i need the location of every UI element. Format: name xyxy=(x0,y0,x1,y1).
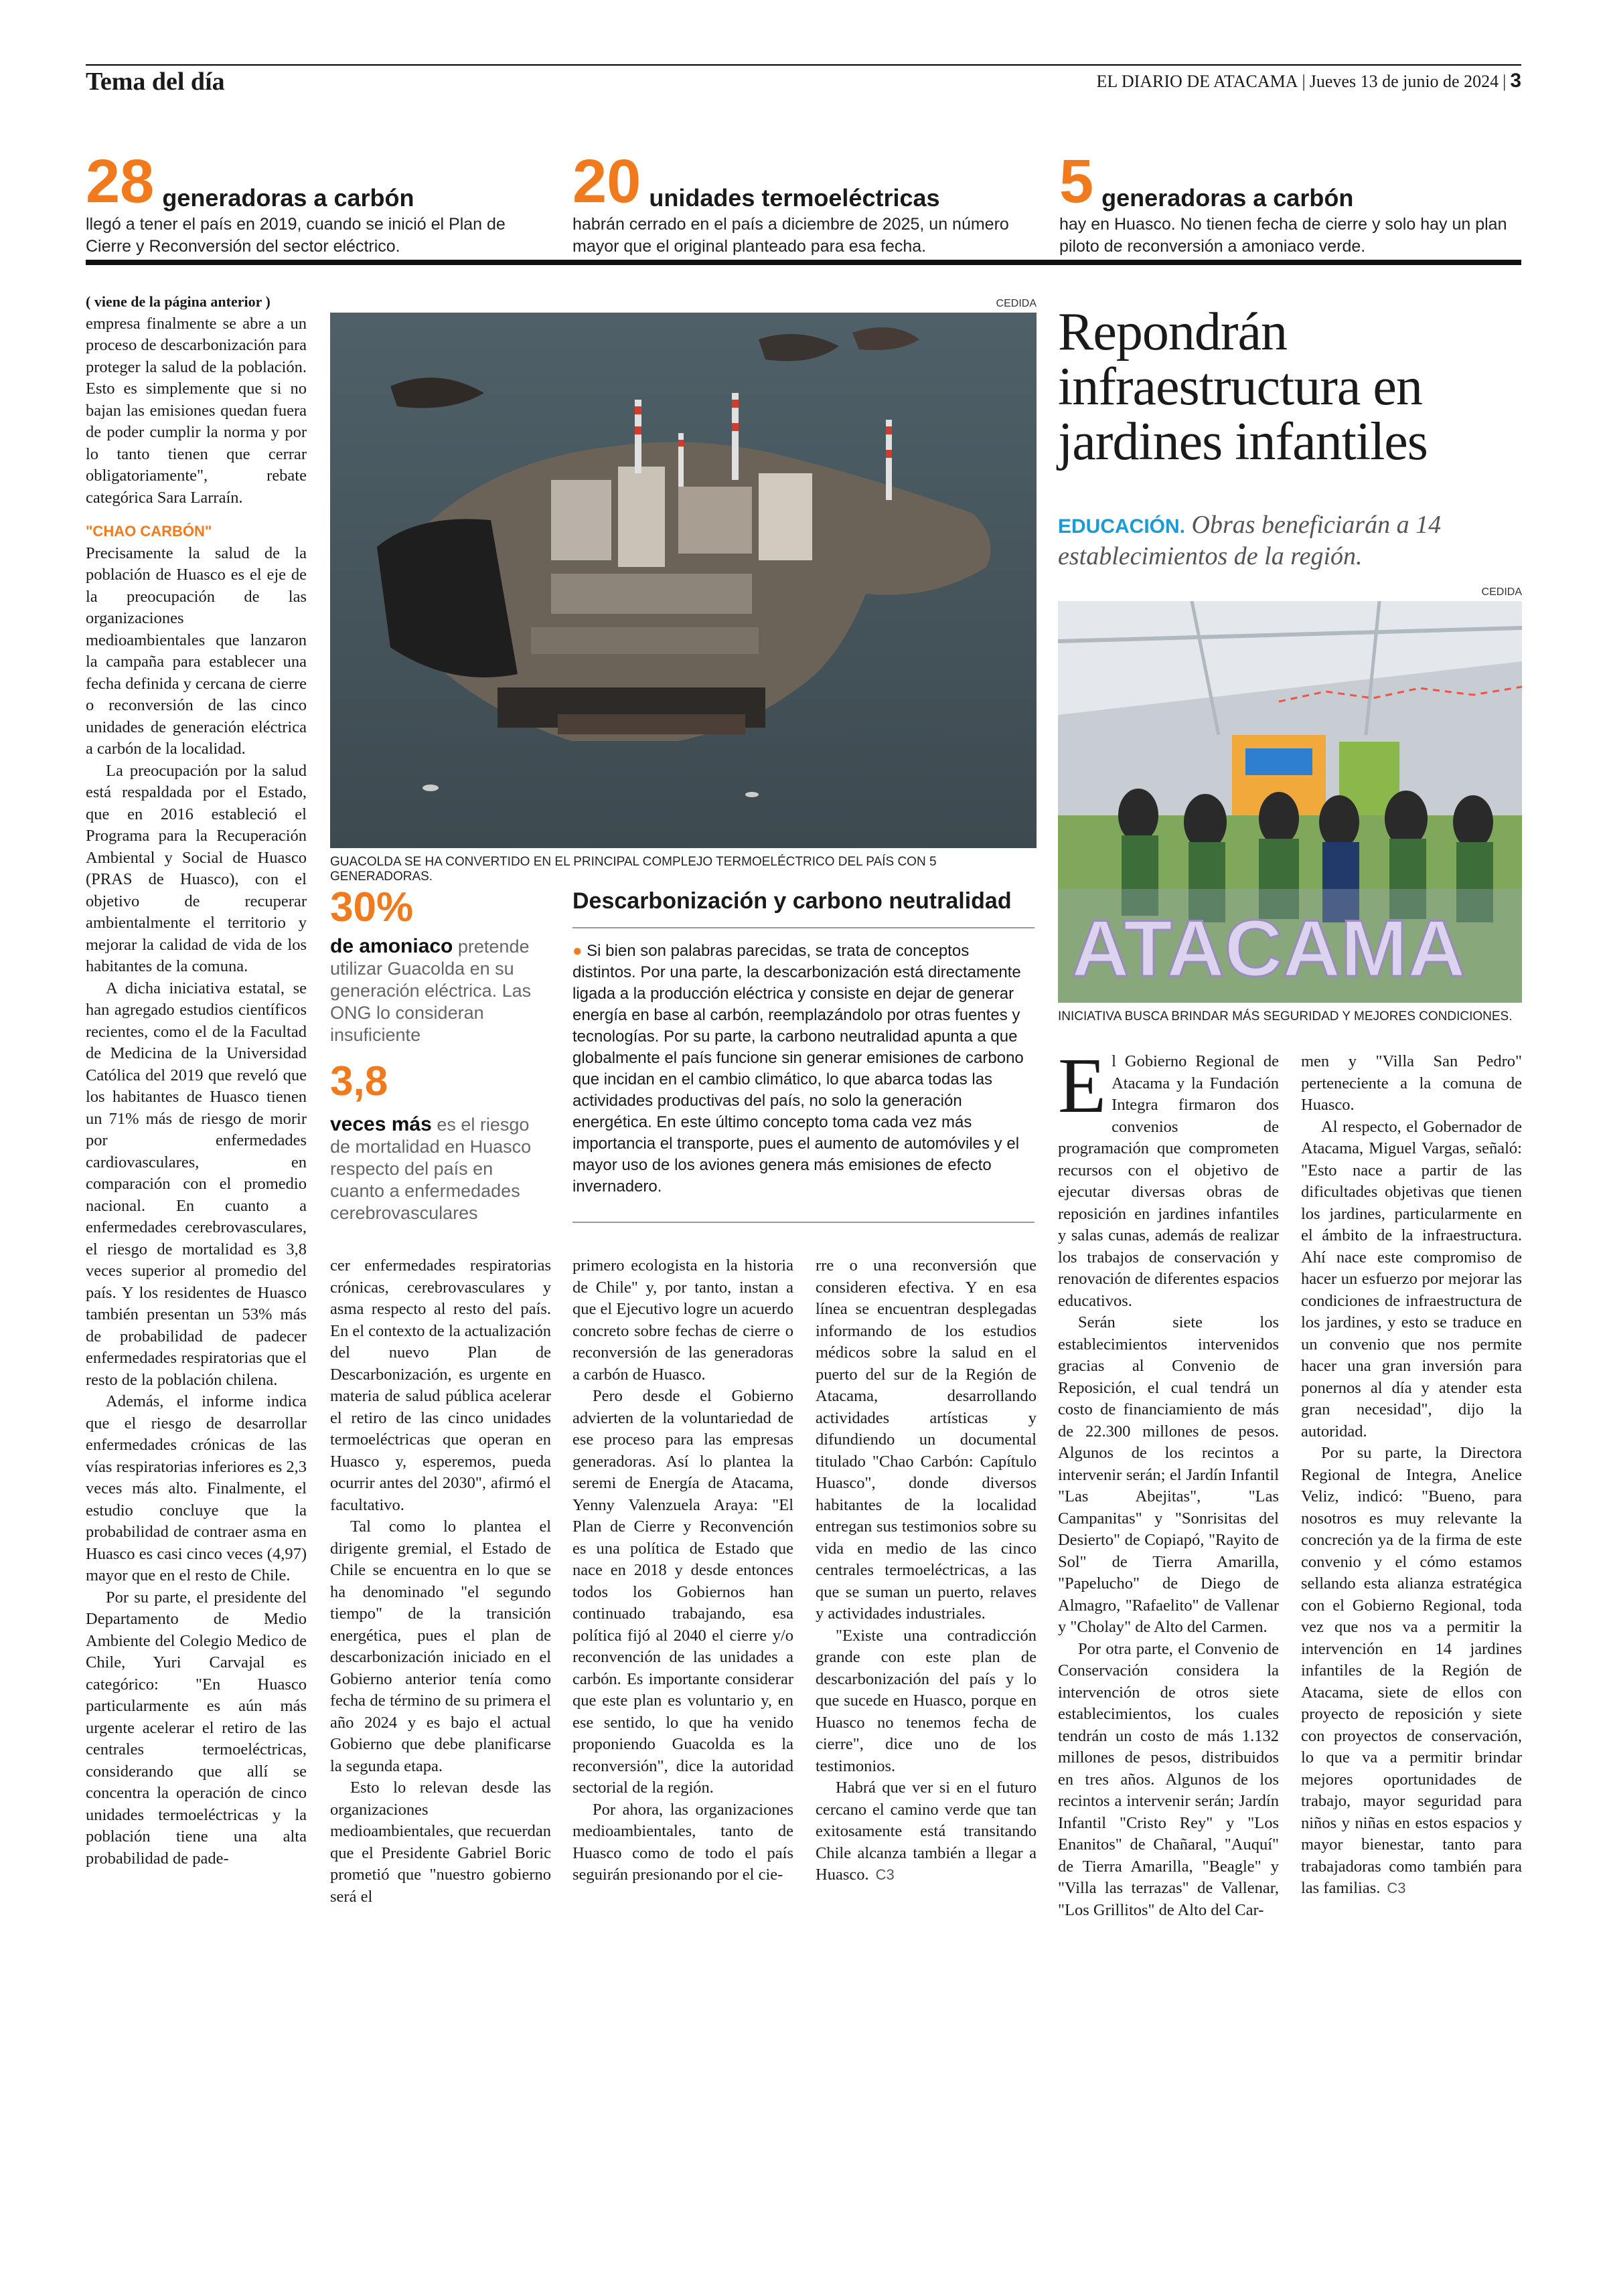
paragraph: Al respecto, el Gobernador de Atacama, Miguel Vargas, señaló: "Esto nace a partir de las dificultades objetivas que tienen los jardines, particularmente en el ámbito de la infraestructura. Ahí nace este compromiso de hacer un esfuerzo por mejorar las condiciones de infraestructura de los jardines, y esto se traduce en un convenio que nos permite hacer una gran inversión para ponernos al día y atender esta gran necesidad", dijo la autoridad. xyxy=(1301,1117,1522,1441)
paragraph: Pero desde el Gobierno advierten de la voluntariedad de ese proceso para las empresas generadoras. Así lo plantea la seremi de Energía de Atacama, Yenny Valenzuela Araya: "El Plan de Cierre y Reconvención es una política de Estado que nace en 2018 y desde entonces todos los Gobiernos han continuado trabajando, esa política fijó al 2040 el cierre y/o reconvención de las unidades a carbón. Es importante considerar que este plan es voluntario y, en ese sentido, lo que ha venido proponiendo Guacolda es la reconversión", dice la autoridad sectorial de la región. xyxy=(572,1387,793,1797)
stat-number: 5 xyxy=(1059,147,1094,216)
article-column-4 xyxy=(816,1255,1037,1886)
stat-label: unidades termoeléctricas xyxy=(649,184,940,212)
article-deck xyxy=(1058,510,1527,571)
box-rule xyxy=(572,927,1035,928)
kpi-bold: veces más xyxy=(330,1113,432,1135)
article-column-1 xyxy=(86,291,307,1870)
deck-text: Obras beneficiarán a 14 establecimientos de la región. xyxy=(1058,511,1442,570)
masthead-info: EL DIARIO DE ATACAMA | Jueves 13 de junio de 2024 | 3 xyxy=(1096,70,1521,92)
paragraph: Tal como lo plantea el dirigente gremial, el Estado de Chile se encuentra en lo que se ha denominado "el segundo tiempo" de la transición energética, pues el plan de descarbonización iniciado en el Gobierno anterior tenía como fecha de término de su primera el año 2024 y es bajo el actual Gobierno que debe planificarse la segunda etapa. xyxy=(330,1518,551,1775)
paragraph-text: l Gobierno Regional de Atacama y la Fundación Integra firmaron dos convenios de programación que comprometen recursos con el objetivo de ejecutar diversas obras de reposición en jardines infantiles y salas cunas, además de realizar los trabajos de conservación y renovación de diferentes espacios educativos. xyxy=(1058,1052,1279,1310)
paragraph xyxy=(816,1777,1037,1886)
photo-caption: GUACOLDA SE HA CONVERTIDO EN EL PRINCIPAL COMPLEJO TERMOELÉCTRICO DEL PAÍS CON 5 GENERADORAS. xyxy=(330,855,937,884)
end-mark: C3 xyxy=(875,1866,895,1883)
stat-text: habrán cerrado en el país a diciembre de 2025, un número mayor que el original planteado para esa fecha. xyxy=(572,215,1009,256)
paragraph: Precisamente la salud de la población de Huasco es el eje de la preocupación de las organizaciones medioambientales que lanzaron la campaña para establecer una fecha definida y cercana de cierre o reconversión de las cinco unidades de generación eléctrica a carbón de la localidad. xyxy=(86,544,307,758)
stat-number: 20 xyxy=(572,147,641,216)
article-column-3 xyxy=(572,1255,793,1886)
stat-block xyxy=(1059,147,1528,258)
kpi-number: 30% xyxy=(330,884,414,930)
kpi-desc: pretende utilizar Guacolda en su generación eléctrica. Las ONG lo consideran insuficiente xyxy=(330,936,532,1045)
header-rule xyxy=(86,64,1521,66)
kindergarten-photo-illustration xyxy=(1058,601,1522,1003)
box-body: Si bien son palabras parecidas, se trata de conceptos distintos. Por una parte, la descarbonización está directamente ligada a la producción eléctrica y consiste en dejar de generar energía en base al carbón, reemplazándolo por otras fuentes y tecnologías. Por su parte, la carbono neutralidad apunta a que globalmente el país funcione sin generar emisiones de carbono que incidan en el cambio climático, lo que abarca todas las actividades productivas del país, no solo la generación energética. En este último concepto toma cada vez más importancia el transporte, pues el aumento de automóviles y el mayor uso de los aviones genera más emisiones de efecto invernadero. xyxy=(572,942,1024,1196)
article-headline: Repondrán infraestructura en jardines infantiles xyxy=(1058,303,1428,471)
photo-caption: INICIATIVA BUSCA BRINDAR MÁS SEGURIDAD Y MEJORES CONDICIONES. xyxy=(1058,1009,1513,1023)
box-rule xyxy=(572,1222,1035,1223)
box-title: Descarbonización y carbono neutralidad xyxy=(572,888,1012,914)
stat-label: generadoras a carbón xyxy=(162,184,414,212)
kpi-number: 3,8 xyxy=(330,1058,388,1104)
paragraph: Por su parte, el presidente del Departamento de Medio Ambiente del Colegio Medico de Chile, Yuri Carvajal es categórico: "En Huasco particularmente es aún más urgente acelerar el retiro de las centrales termoeléctricas, considerando que allí se concentra la operación de cinco unidades termoeléctricas y la población tiene una alta probabilidad de pade- xyxy=(86,1588,307,1868)
paragraph xyxy=(1301,1443,1522,1900)
paper-name: EL DIARIO DE ATACAMA xyxy=(1096,72,1298,91)
kindergarten-photo xyxy=(1058,601,1522,1003)
issue-date: Jueves 13 de junio de 2024 xyxy=(1309,72,1499,91)
drop-cap: E xyxy=(1058,1042,1107,1129)
paragraph-text: Por su parte, la Directora Regional de Integra, Anelice Veliz, indicó: "Bueno, para nosotros es muy relevante la concreción ya de la firma de este convenio y el cómo estamos sellando esta alianza estratégica con el Gobierno Regional, toda vez que nos va a permitir la intervención en 14 jardines infantiles de la Región de Atacama, siete de ellos con proyecto de reposición y siete con proyectos de conservación, lo que va a permitir brindar mejores oportunidades de trabajo, mayor seguridad para niños y niñas en estos espacios y mayor bienestar, tanto para trabajadoras como también para las familias. xyxy=(1301,1444,1522,1897)
continued-from-label: ( viene de la página anterior ) xyxy=(86,293,271,310)
article2-column-1 xyxy=(1058,1042,1279,1921)
paragraph: "Existe una contradicción grande con este plan de descarbonización del país y lo que sucede en Huasco, porque en Huasco no tenemos fecha de cierre", dice uno de los testimonios. xyxy=(816,1626,1037,1775)
stat-text: hay en Huasco. No tienen fecha de cierre y solo hay un plan piloto de reconversión a amoniaco verde. xyxy=(1059,215,1507,256)
photo-credit: CEDIDA xyxy=(1481,586,1522,598)
stats-divider xyxy=(86,260,1521,265)
paragraph: Por otra parte, el Convenio de Conservación considera la intervención de otros siete establecimientos, los cuales tendrán un costo de más 1.132 millones de pesos, distribuidos en tres años. Algunos de los recintos a intervenir serán; Jardín Infantil "Cristo Rey" y "Los Enanitos" de Chañaral, "Auquí" de Tierra Amarilla, "Beagle" y "Villa las terrazas" de Vallenar, "Los Grillitos" de Alto del Car- xyxy=(1058,1639,1279,1919)
subheading: "CHAO CARBÓN" xyxy=(86,523,212,540)
paragraph: Además, el informe indica que el riesgo de desarrollar enfermedades crónicas de las vías respiratorias inferiores es 2,3 veces más alto. Finalmente, el estudio concluye que la probabilidad de contraer asma en Huasco es casi cinco veces (4,97) mayor que en el resto de Chile. xyxy=(86,1392,307,1584)
paragraph: rre o una reconversión que consideren efectiva. Y en esa línea se encuentran desplegadas informando de los estudios médicos sobre la salud en el puerto del sur de la Región de Atacama, desarrollando actividades artísticas y difundiendo un documental titulado "Chao Carbón: Capítulo Huasco", donde diversos habitantes de la localidad entregan sus testimonios sobre su vida en medio de las cinco centrales termoeléctricas, a las que se suman un puerto, relaves y actividades industriales. xyxy=(816,1256,1037,1623)
stat-label: generadoras a carbón xyxy=(1101,184,1354,212)
kpi-text xyxy=(330,935,544,1046)
paragraph-text: Habrá que ver si en el futuro cercano el camino verde que tan exitosamente está transitando Chile alcanza también a llegar a Huasco. xyxy=(816,1779,1037,1884)
paragraph xyxy=(1058,1042,1279,1312)
article2-column-2 xyxy=(1301,1051,1522,1900)
guacolda-aerial-photo xyxy=(330,313,1037,848)
aerial-photo-illustration xyxy=(330,313,1037,848)
paragraph: cer enfermedades respiratorias crónicas, cerebrovasculares y asma respecto al resto del país. En el contexto de la actualización del nuevo Plan de Descarbonización, es urgente en materia de salud pública acelerar el retiro de las cinco unidades termoeléctricas que operan en Huasco y, esperemos, pueda ocurrir antes del 2030", afirmó el facultativo. xyxy=(330,1256,551,1514)
paragraph: Serán siete los establecimientos intervenidos gracias al Convenio de Reposición, el cual tendrá un costo de financiamiento de más de 22.300 millones de pesos. Algunos de los recintos a intervenir serán; el Jardín Infantil "Las Abejitas", "Las Campanitas" y "Sonrisitas del Desierto" de Copiapó, "Rayito de Sol" de Tierra Amarilla, "Papelucho" de Diego de Almagro, "Rafaelito" de Vallenar y "Cholay" de Alto del Carmen. xyxy=(1058,1313,1279,1636)
paragraph: men y "Villa San Pedro" perteneciente a la comuna de Huasco. xyxy=(1301,1052,1522,1114)
paragraph: La preocupación por la salud está respaldada por el Estado, que en 2016 estableció el Programa para la Recuperación Ambiental y Social de Huasco (PRAS de Huasco), con el objetivo de recuperar ambientalmente el territorio y mejorar la calidad de vida de los habitantes de la comuna. xyxy=(86,761,307,975)
kpi-desc: es el riesgo de mortalidad en Huasco respecto del país en cuanto a enfermedades cerebrovasculares xyxy=(330,1115,532,1223)
paragraph: primero ecologista en la historia de Chile" y, por tanto, instan a que el Ejecutivo logre un acuerdo concreto sobre fechas de cierre o reconversión de las generadoras a carbón de Huasco. xyxy=(572,1256,793,1384)
deck-kicker: EDUCACIÓN. xyxy=(1058,515,1186,538)
kpi-bold: de amoniaco xyxy=(330,935,453,957)
kpi-box xyxy=(330,884,544,1046)
stat-text: llegó a tener el país en 2019, cuando se inició el Plan de Cierre y Reconversión del sector eléctrico. xyxy=(86,215,506,256)
photo-credit: CEDIDA xyxy=(996,298,1037,309)
box-text xyxy=(572,940,1035,1198)
paragraph: A dicha iniciativa estatal, se han agregado estudios científicos recientes, como el de la Facultad de Medicina de la Universidad Católica del 2019 que reveló que los habitantes de Huasco tienen un 71% más de riesgo de morir por enfermedades cardiovasculares, en comparación con el promedio nacional. En cuanto a enfermedades cerebrovasculares, el riesgo de mortalidad es 3,8 veces superior al promedio del país. Y los residentes de Huasco también presentan un 53% más de probabilidad de padecer enfermedades respiratorias que el resto de la población chilena. xyxy=(86,979,307,1389)
paragraph: empresa finalmente se abre a un proceso de descarbonización para proteger la salud de la población. Esto es simplemente que si no bajan las emisiones quedan fuera de poder cumplir la norma y por lo tanto tienen que cerrar obligatoriamente", rebate categórica Sara Larraín. xyxy=(86,314,307,507)
end-mark: C3 xyxy=(1387,1880,1406,1896)
photo-sign-text: ATACAMA xyxy=(1071,904,1466,993)
page-number: 3 xyxy=(1510,70,1521,92)
kpi-text xyxy=(330,1113,544,1224)
stat-block xyxy=(572,147,1041,258)
bullet-icon: ● xyxy=(572,942,583,960)
kpi-box xyxy=(330,1058,544,1224)
section-title: Tema del día xyxy=(86,68,225,96)
stat-block xyxy=(86,147,554,258)
stat-number: 28 xyxy=(86,147,155,216)
paragraph: Esto lo relevan desde las organizaciones medioambientales, que recuerdan que el Presidente Gabriel Boric prometió que "nuestro gobierno será el xyxy=(330,1779,551,1906)
article-column-2 xyxy=(330,1255,551,1908)
paragraph: Por ahora, las organizaciones medioambientales, tanto de Huasco como de todo el país seguirán presionando por el cie- xyxy=(572,1800,793,1884)
